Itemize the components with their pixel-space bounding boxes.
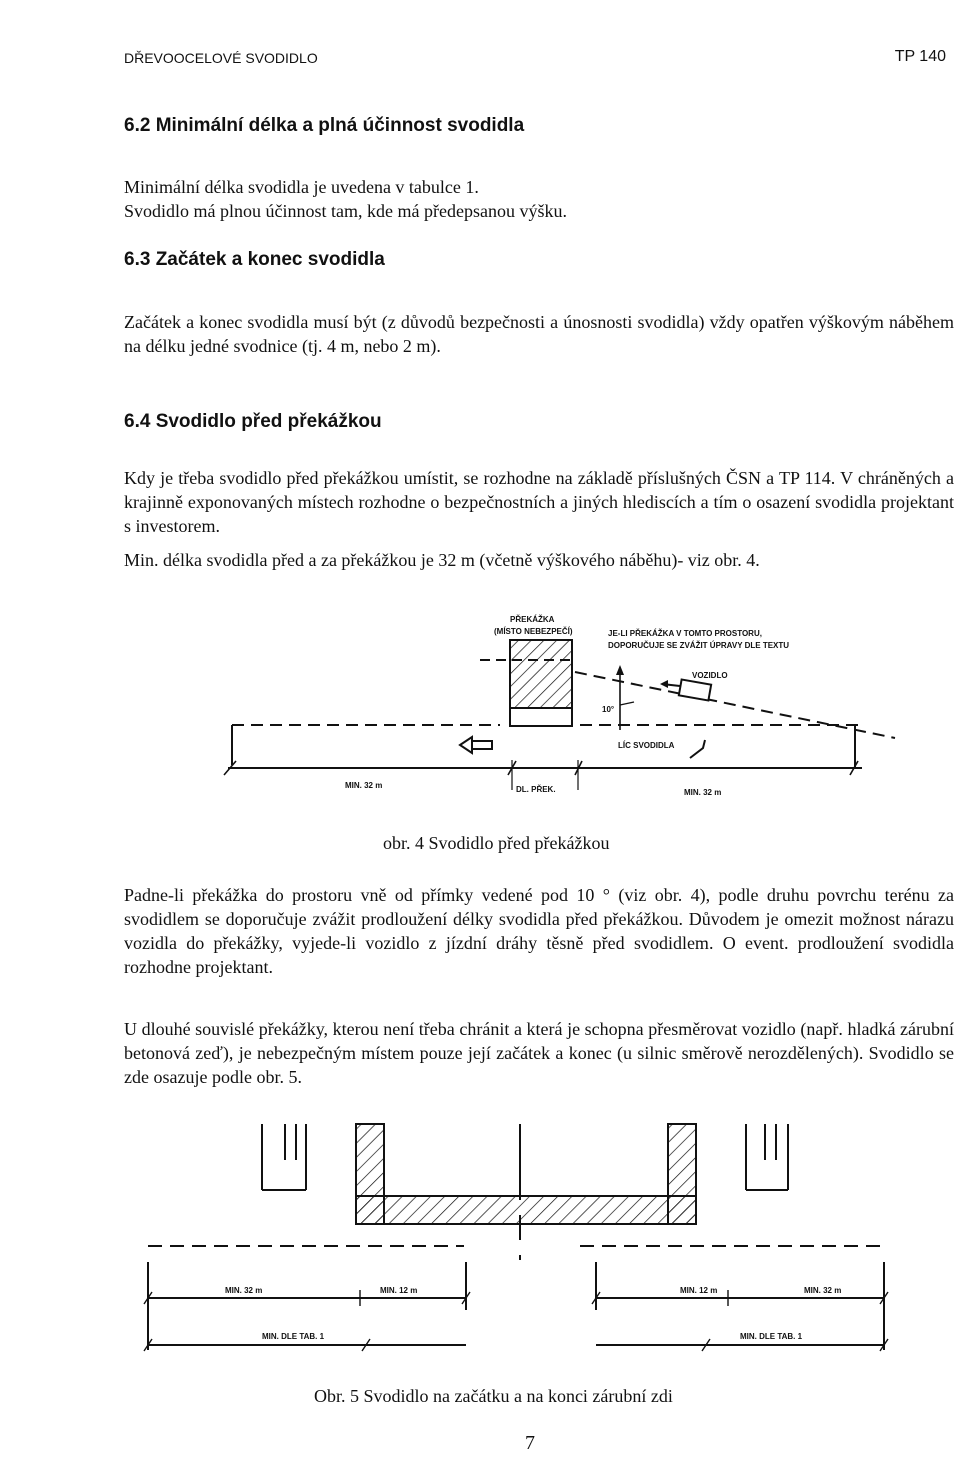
fig5-right-table: MIN. DLE TAB. 1 [740, 1332, 803, 1341]
paragraph-6-4-min-length: Min. délka svodidla před a za překážkou je 32 m (včetně výškového náběhu)- viz obr. 4. [124, 550, 760, 570]
dimension-min-left: MIN. 32 m [345, 781, 383, 790]
running-header-doc-id: TP 140 [894, 48, 946, 65]
figure-4-caption: obr. 4 Svodidlo před překážkou [383, 833, 610, 853]
paragraph-long-obstacle: U dlouhé souvislé překážky, kterou není třeba chránit a která je schopna přesměrovat vozidlo (např. hladká zárubní betonová zeď), je nebezpečným místem pouze její začátek a konec (u silnic směrově nerozdělených). Svodidlo se zde osazuje podle obr. 5. [124, 1019, 954, 1087]
label-barrier-face: LÍC SVODIDLA [618, 741, 675, 750]
section-heading-6-2: 6.2 Minimální délka a plná účinnost svodidla [124, 115, 525, 136]
paragraph-extension: Padne-li překážka do prostoru vně od přímky vedené pod 10 ° (viz obr. 4), podle druhu povrchu terénu za svodidlem se doporučuje zvážit prodloužení délky svodidla před překážkou. Důvodem je omezit možnost nárazu vozidla do překážky, vyjede-li vozidlo z jízdní dráhy těsně před svodidlem. O event. prodloužení svodidla rozhodne projektant. [124, 885, 954, 977]
paragraph-6-3: Začátek a konec svodidla musí být (z důvodů bezpečnosti a únosnosti svodidla) vždy opatřen výškovým náběhem na délku jedné svodnice (tj. 4 m, nebo 2 m). [124, 312, 954, 356]
section-heading-6-3: 6.3 Začátek a konec svodidla [124, 249, 385, 270]
label-vehicle: VOZIDLO [692, 671, 728, 680]
paragraph-6-2-line2: Svodidlo má plnou účinnost tam, kde má předepsanou výšku. [124, 201, 567, 221]
label-note-line1: JE-LI PŘEKÁŽKA V TOMTO PROSTORU, [608, 629, 762, 638]
paragraph-6-4: Kdy je třeba svodidlo před překážkou umístit, se rozhodne na základě příslušných ČSN a TP 114. V chráněných a krajinně exponovaných místech rozhodne o bezpečnostních a jiných hlediscích a tím o osazení svodidla projektant s investorem. [124, 468, 954, 536]
page-number: 7 [525, 1432, 535, 1454]
section-heading-6-4: 6.4 Svodidlo před překážkou [124, 411, 382, 432]
dimension-min-right: MIN. 32 m [684, 788, 722, 797]
fig5-left-min12: MIN. 12 m [380, 1286, 418, 1295]
figure-5-caption: Obr. 5 Svodidlo na začátku a na konci zárubní zdi [314, 1386, 673, 1406]
label-obstacle: PŘEKÁŽKA [510, 615, 555, 624]
fig5-left-min32: MIN. 32 m [225, 1286, 263, 1295]
running-header-title: DŘEVOOCELOVÉ SVODIDLO [124, 50, 318, 66]
dimension-obstacle-length: DL. PŘEK. [516, 785, 556, 794]
label-danger-place: (MÍSTO NEBEZPEČÍ) [494, 627, 573, 636]
fig5-right-min32: MIN. 32 m [804, 1286, 842, 1295]
paragraph-6-2-line1: Minimální délka svodidla je uvedena v tabulce 1. [124, 177, 479, 197]
label-note-line2: DOPORUČUJE SE ZVÁŽIT ÚPRAVY DLE TEXTU [608, 641, 790, 650]
fig5-right-min12: MIN. 12 m [680, 1286, 718, 1295]
fig5-left-table: MIN. DLE TAB. 1 [262, 1332, 325, 1341]
label-angle: 10° [602, 705, 615, 714]
